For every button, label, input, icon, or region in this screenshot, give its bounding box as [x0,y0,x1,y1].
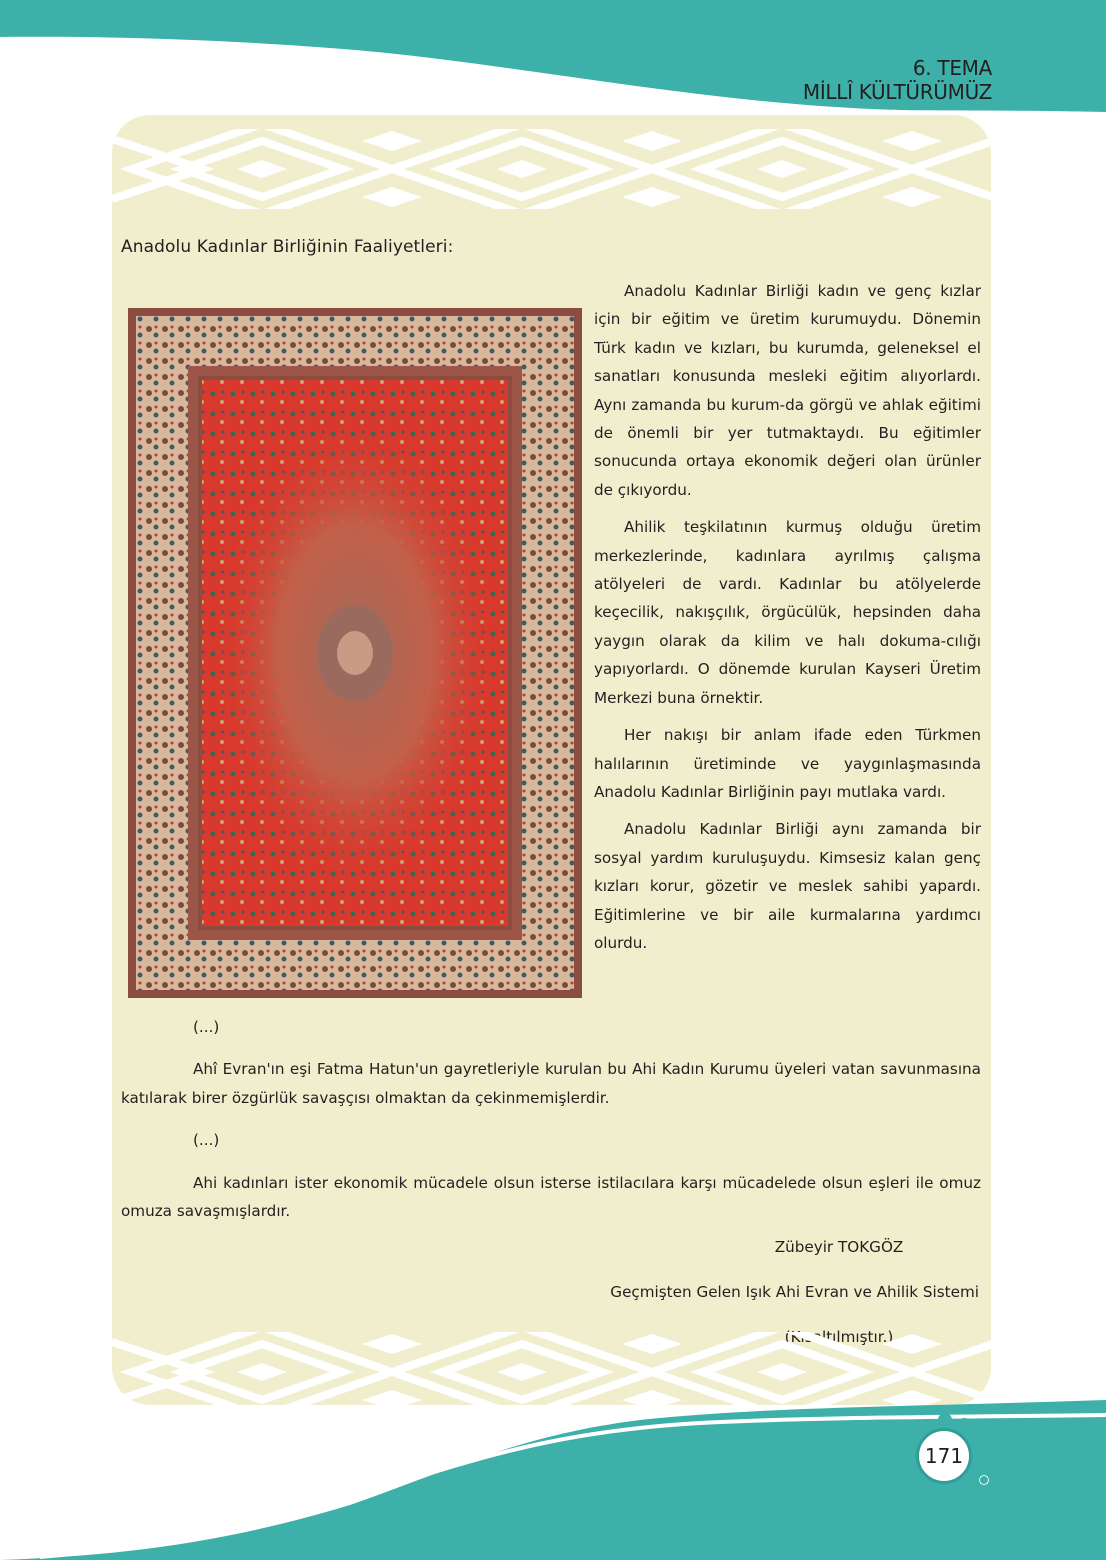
theme-number: 6. TEMA [912,56,992,80]
paragraph: Anadolu Kadınlar Birliği kadın ve genç kızlar için bir eğitim ve üretim kurumuydu. Dönemin Türk kadın ve kızları, bu kurumda, geleneksel el sanatları konusunda mesleki eğitim alıyorlardı. Aynı zamanda bu kurum-da görgü ve ahlak eğitimi de önemli bir yer tutmaktaydı. Bu eğitimler sonucunda ortaya ekonomik değeri olan ürünler de çıkıyordu. [594,282,981,499]
source-book: Geçmişten Gelen Işık Ahi Evran ve Ahilik Sistemi [610,1283,979,1301]
ellipsis-marker: (...) [193,1018,220,1036]
full-width-text [121,1013,981,1239]
decorative-drop [958,1418,971,1431]
carpet-image [128,308,582,998]
paragraph: Ahî Evran'ın eşi Fatma Hatun'un gayretleriyle kurulan bu Ahi Kadın Kurumu üyeleri vatan savunmasına katılarak birer özgürlük savaşçısı olmaktan da çekinmemişlerdir. [121,1060,981,1107]
right-text-column [594,277,981,966]
decorative-drop [938,1413,952,1427]
section-title: Anadolu Kadınlar Birliğinin Faaliyetleri: [121,237,454,257]
paragraph: Ahi kadınları ister ekonomik mücadele olsun isterse istilacılara karşı mücadelede olsun eşleri ile omuz omuza savaşmışlardır. [121,1173,981,1221]
source-author: Zübeyir TOKGÖZ [774,1238,904,1256]
paragraph: Anadolu Kadınlar Birliği aynı zamanda bir sosyal yardım kuruluşuydu. Kimsesiz kalan genç kızları korur, gözetir ve meslek sahibi yapardı. Eğitimlerine ve bir aile kurmalarına yardımcı olurdu. [594,820,981,952]
source-note: (Kısaltılmıştır.) [784,1328,894,1346]
paragraph: Ahilik teşkilatının kurmuş olduğu üretim merkezlerinde, kadınlara ayrılmış çalışma atölyeleri de vardı. Kadınlar bu atölyelerde keçecilik, nakışçılık, örgücülük, hepsinden daha yaygın olarak da kilim ve halı dokuma-cılığı yapıyorlardı. O dönemde kurulan Kayseri Üretim Merkezi buna örnektir. [594,518,981,707]
page-number-badge [916,1428,972,1484]
page-number: 171 [924,1444,964,1468]
theme-title: MİLLÎ KÜLTÜRÜMÜZ [802,80,992,104]
diamond-pattern-top [112,129,991,209]
decorative-bubble [979,1475,989,1485]
ellipsis-marker: (...) [193,1131,220,1150]
paragraph: Her nakışı bir anlam ifade eden Türkmen halılarının üretiminde ve yaygınlaşmasında Anadolu Kadınlar Birliğinin payı mutlaka vardı. [594,726,981,801]
content-panel [112,115,991,1405]
theme-header [803,56,992,104]
